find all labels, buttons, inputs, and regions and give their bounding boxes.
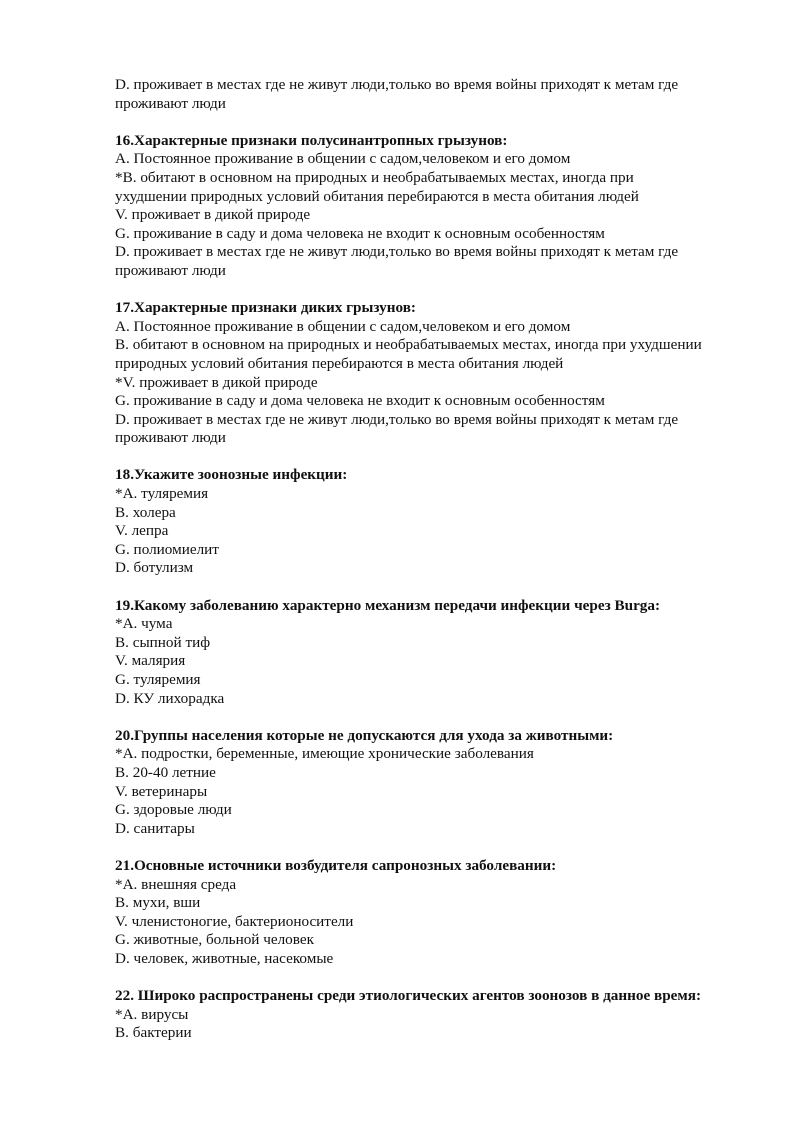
answer-option: V. проживает в дикой природе <box>115 206 311 224</box>
answer-option: *V. проживает в дикой природе <box>115 373 318 391</box>
question-17 <box>115 299 755 448</box>
answer-option: В. холера <box>115 503 176 521</box>
answer-option: А. Постоянное проживание в общении с садом,человеком и его домом <box>115 317 571 335</box>
answer-option: D. человек, животные, насекомые <box>115 949 334 967</box>
answer-option: *А. туляремия <box>115 485 209 503</box>
answer-option: проживают люди <box>115 429 226 447</box>
answer-option: В. 20-40 летние <box>115 763 216 781</box>
answer-option: D. КУ лихорадка <box>115 689 225 707</box>
answer-option: ухудшении природных условий обитания перебираются в места обитания людей <box>115 187 639 205</box>
question-title: 16.Характерные признаки полусинантропных грызунов: <box>115 131 508 149</box>
question-19 <box>115 597 755 709</box>
answer-option: V. ветеринары <box>115 782 208 800</box>
answer-option: G. проживание в саду и дома человека не входит к основным особенностям <box>115 392 605 410</box>
question-title: 18.Укажите зоонозные инфекции: <box>115 466 348 484</box>
answer-option: *В. обитают в основном на природных и необрабатываемых местах, иногда при <box>115 168 634 186</box>
question-18 <box>115 466 755 578</box>
answer-option: В. бактерии <box>115 1024 192 1042</box>
answer-option: В. сыпной тиф <box>115 633 211 651</box>
answer-option: V. лепра <box>115 522 169 540</box>
question-22 <box>115 987 755 1043</box>
answer-option: G. проживание в саду и дома человека не входит к основным особенностям <box>115 224 605 242</box>
answer-option: В. мухи, вши <box>115 894 201 912</box>
answer-option: проживают люди <box>115 261 226 279</box>
answer-option: *А. вирусы <box>115 1005 189 1023</box>
answer-option: V. малярия <box>115 652 186 670</box>
answer-option: G. здоровые люди <box>115 801 232 819</box>
answer-option: В. обитают в основном на природных и необрабатываемых местах, иногда при ухудшении <box>115 336 702 354</box>
question-title: 21.Основные источники возбудителя сапронозных заболевании: <box>115 856 557 874</box>
answer-option: *А. чума <box>115 615 173 633</box>
intro-line: проживают люди <box>115 94 226 112</box>
answer-option: *А. подростки, беременные, имеющие хронические заболевания <box>115 745 534 763</box>
question-16 <box>115 132 755 281</box>
answer-option: А. Постоянное проживание в общении с садом,человеком и его домом <box>115 150 571 168</box>
intro-line: D. проживает в местах где не живут люди,только во время войны приходят к метам где <box>115 76 679 93</box>
answer-option: D. проживает в местах где не живут люди,только во время войны приходят к метам где <box>115 410 679 428</box>
answer-option: природных условий обитания перебираются в места обитания людей <box>115 354 564 372</box>
document-page <box>115 76 755 1061</box>
answer-option: G. полиомиелит <box>115 540 219 558</box>
question-21 <box>115 857 755 969</box>
question-title: 19.Какому заболеванию характерно механизм передачи инфекции через Burga: <box>115 596 661 614</box>
answer-option: *А. внешняя среда <box>115 875 237 893</box>
answer-option: D. ботулизм <box>115 559 194 577</box>
answer-option: D. санитары <box>115 819 195 837</box>
answer-option: D. проживает в местах где не живут люди,только во время войны приходят к метам где <box>115 243 679 261</box>
question-title: 17.Характерные признаки диких грызунов: <box>115 299 416 317</box>
question-title: 22. Широко распространены среди этиологических агентов зоонозов в данное время: <box>115 987 702 1005</box>
intro-block <box>115 76 755 113</box>
question-20 <box>115 727 755 839</box>
answer-option: G. туляремия <box>115 671 201 688</box>
question-title: 20.Группы населения которые не допускаются для ухода за животными: <box>115 726 614 744</box>
answer-option: V. членистоногие, бактерионосители <box>115 912 354 930</box>
answer-option: G. животные, больной человек <box>115 931 314 949</box>
